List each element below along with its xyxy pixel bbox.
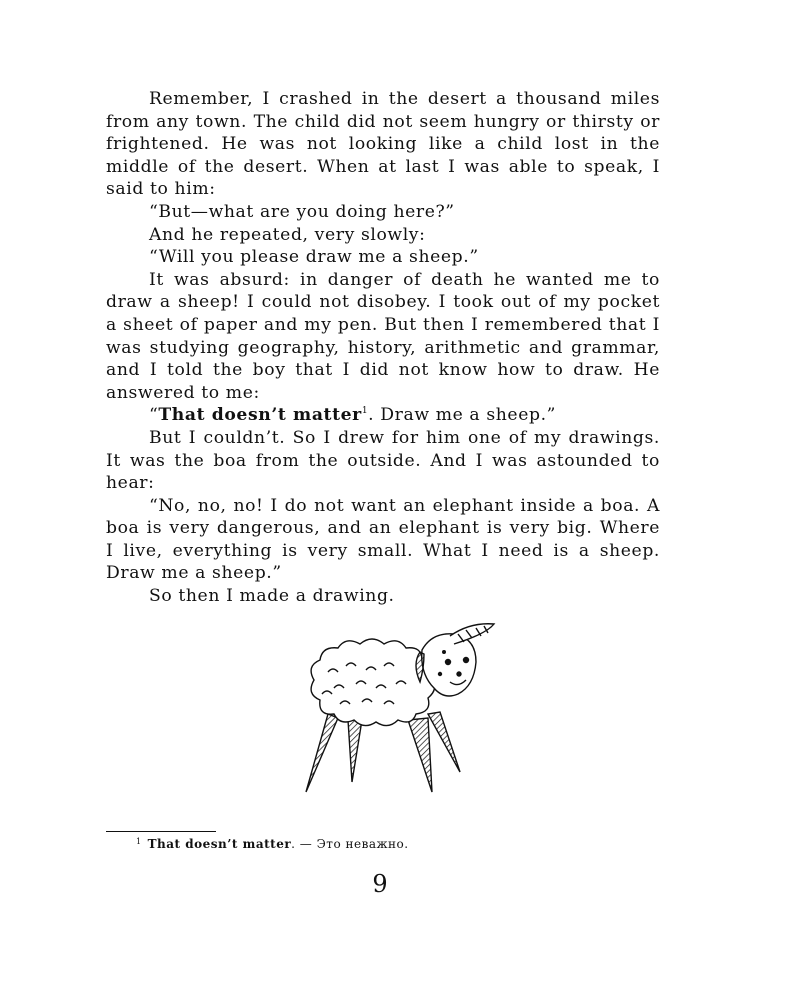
paragraph-text: . Draw me a sheep.” [368,405,557,426]
footnote-term: That doesn’t matter [147,837,292,851]
footnote [136,837,409,851]
footnote-separator: . — [291,837,317,851]
footnote-marker: 1 [136,837,142,846]
bold-phrase: That doesn’t matter [158,405,362,426]
paragraph [106,201,660,224]
paragraph-text: Remember, I crashed in the desert a thousand miles from any town. The child did not seem hungry or thirsty or frightened. He was not looking like a child lost in the middle of the desert. When at last I was able to speak, I said to him: [106,89,660,200]
footnote-rule [106,831,216,832]
paragraph [106,585,660,608]
paragraph [106,495,660,585]
paragraph [106,404,660,427]
sheep-drawing-icon [300,622,505,802]
paragraph [106,427,660,495]
paragraph-text: “No, no, no! I do not want an elephant inside a boa. A boa is very dangerous, and an elephant is very big. Where I live, everything is very small. What I need is a sheep. Draw me a sheep.” [106,495,660,584]
body-text [106,88,660,608]
page-number: 9 [372,870,388,898]
paragraph [106,88,660,201]
paragraph-text: “ [149,405,159,426]
paragraph [106,246,660,269]
paragraph-text: And he repeated, very slowly: [149,224,426,245]
paragraph-text: It was absurd: in danger of death he wanted me to draw a sheep! I could not disobey. I took out of my pocket a sheet of paper and my pen. But then I remembered that I was studying geography, history, arithmetic and grammar, and I told the boy that I did not know how to draw. He answered to me: [106,269,660,403]
footnote-translation: Это неважно. [316,837,409,851]
paragraph-text: “But—what are you doing here?” [149,201,455,222]
paragraph-text: “Will you please draw me a sheep.” [149,247,479,268]
paragraph [106,224,660,247]
paragraph [106,269,660,405]
paragraph-text: So then I made a drawing. [149,586,395,607]
footnote-ref: 1 [361,406,369,417]
paragraph-text: But I couldn’t. So I drew for him one of my drawings. It was the boa from the outside. And I was astounded to hear: [106,427,660,494]
